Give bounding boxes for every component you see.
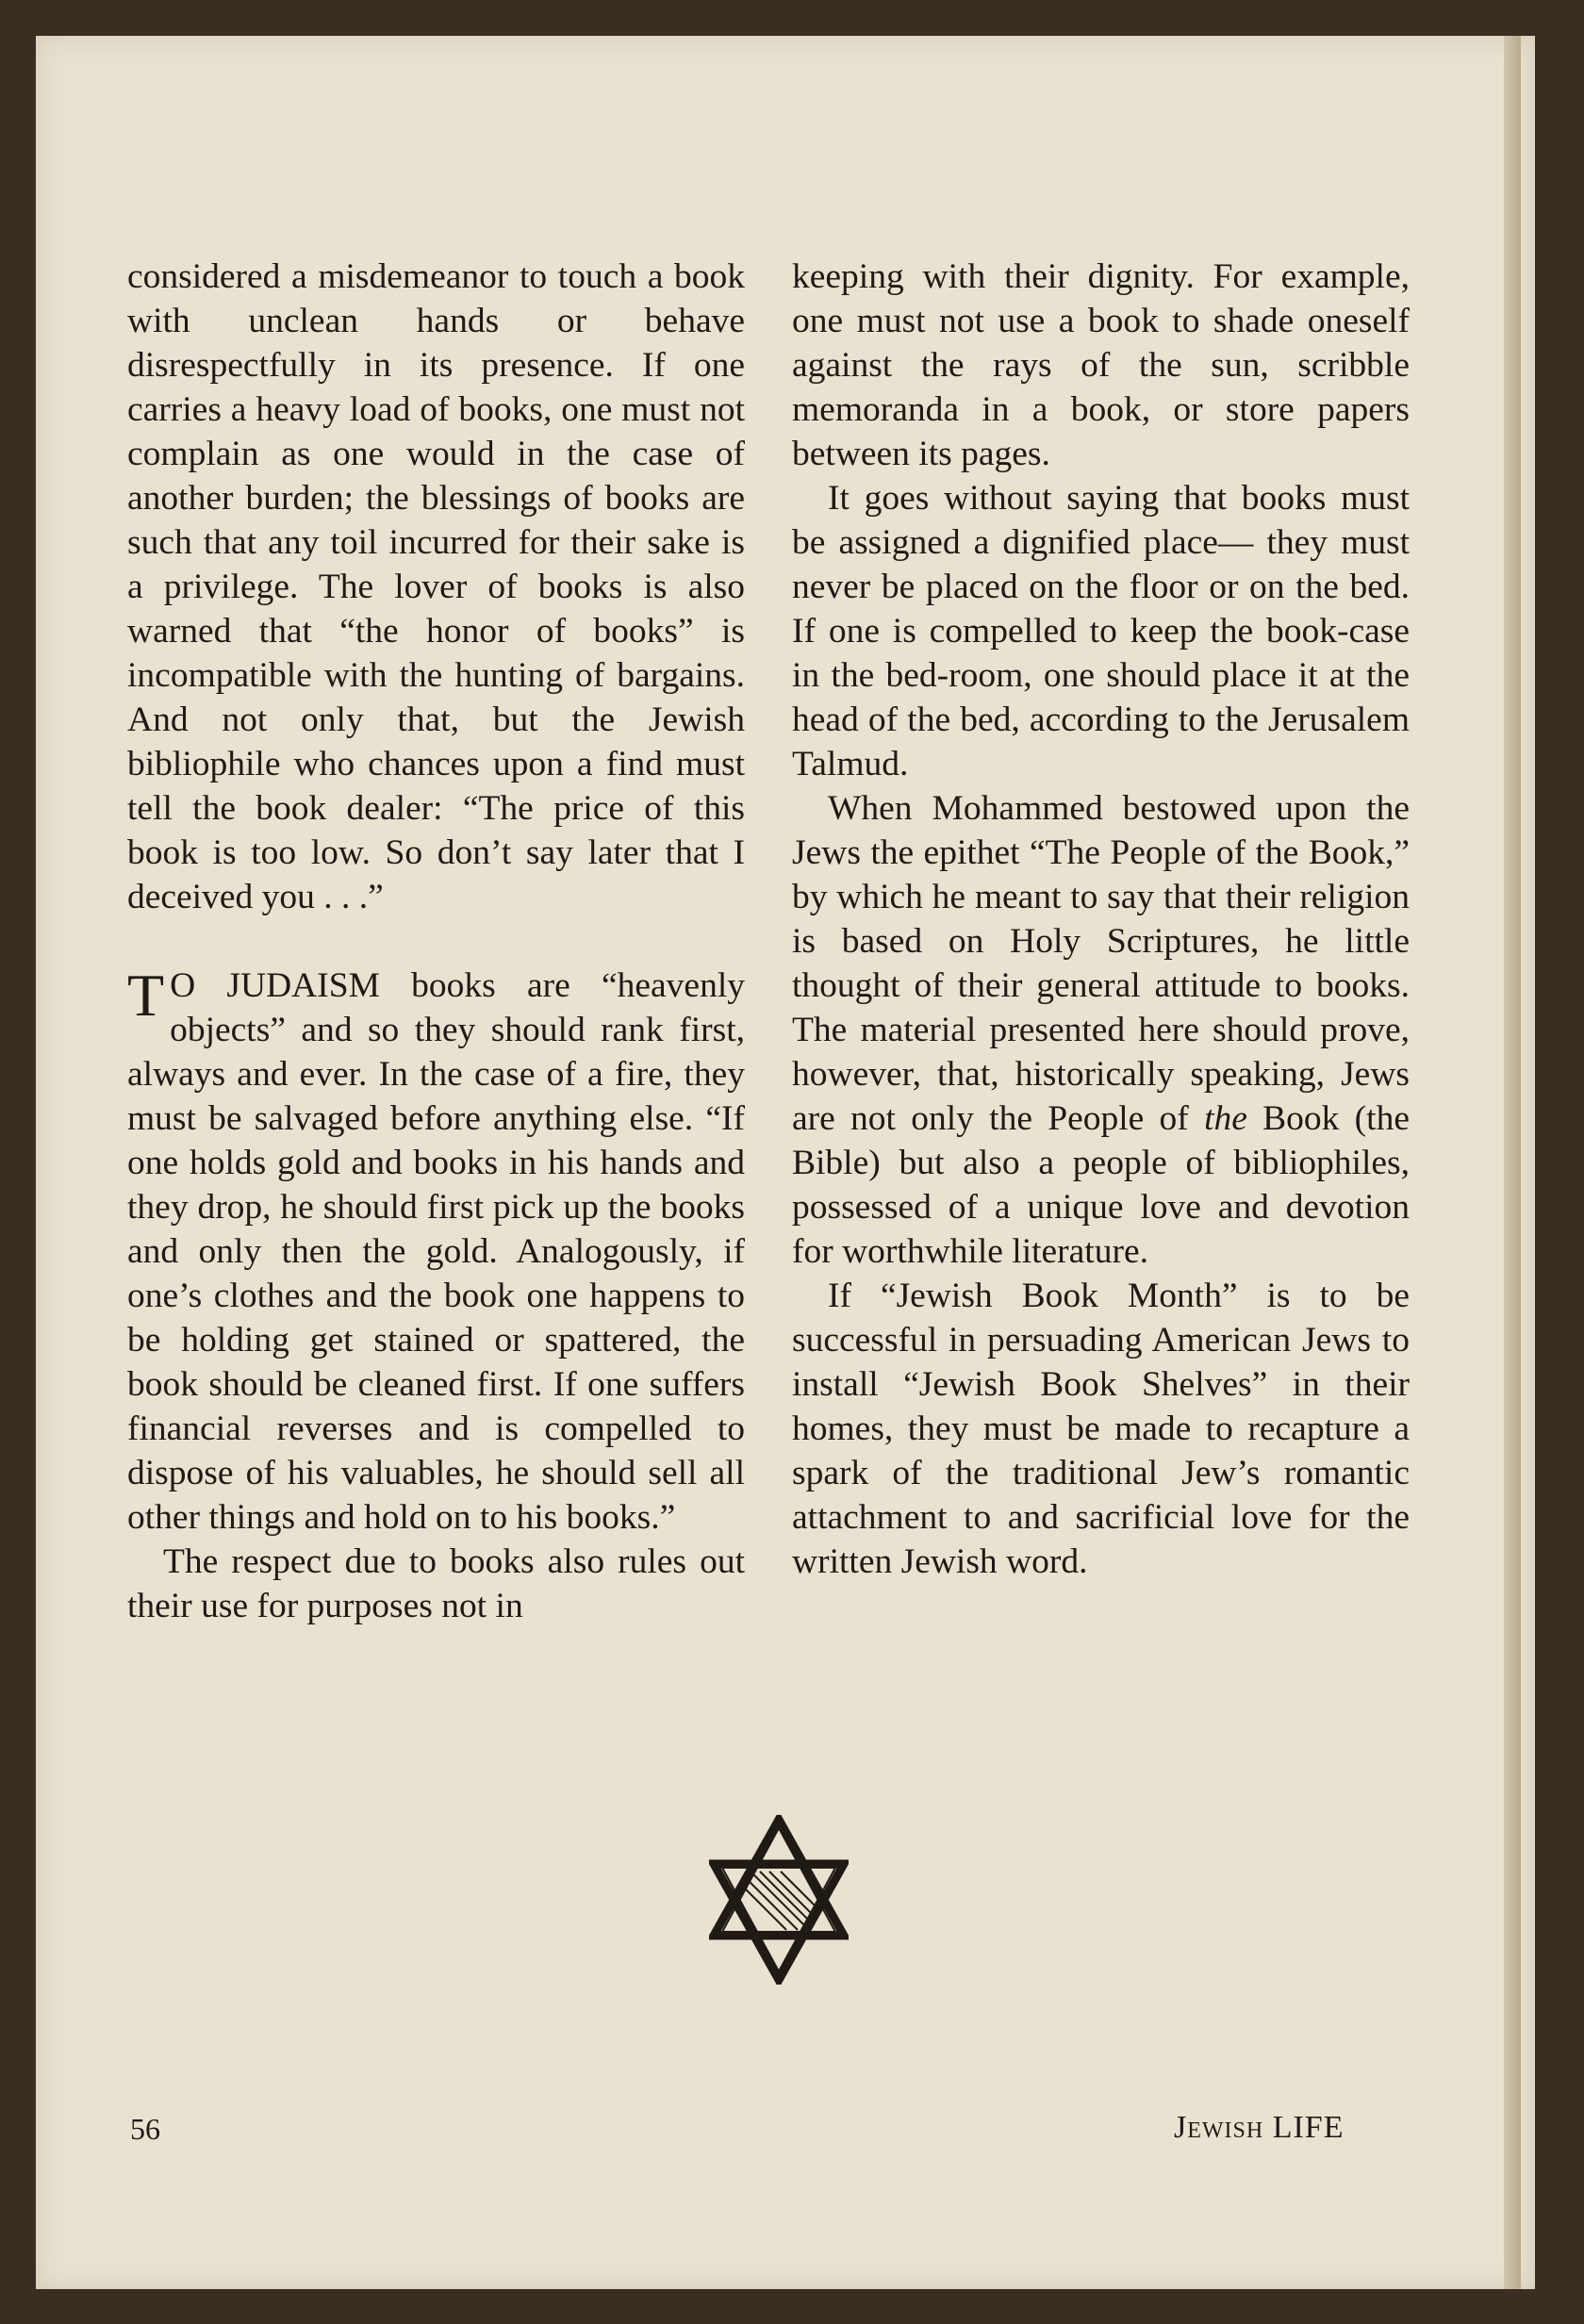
right-paragraph-1: keeping with their dignity. For example, one must not use a book to shade oneself against the rays of the sun, scribble memoranda in a book, or store papers between its pages. [792,257,1410,473]
drop-cap: T [127,962,165,1029]
magazine-title [1174,2110,1345,2146]
page-edge [1504,36,1521,2289]
left-paragraph-1: considered a misdemeanor to touch a book with unclean hands or behave disrespectfully in its presence. If one carries a heavy load of books, one must not complain as one would in the case of another burden; the blessings of books are such that any toil incurred for their sake is a privilege. The lover of books is also warned that “the honor of books” is incompatible with the hunting of bargains. And not only that, but the Jewish bibliophile who chances upon a find must tell the book dealer: “The price of this book is too low. So don’t say later that I deceived you . . .” [127,257,745,916]
italic-the: the [1204,1099,1247,1138]
right-paragraph-2: It goes without saying that books must be assigned a dignified place— they must never be placed on the floor or on the bed. If one is compelled to keep the book-case in the bed-room, one should place it at the head of the bed, according to the Jerusalem Talmud. [792,479,1410,783]
right-paragraph-3-a: When Mohammed bestowed upon the Jews the epithet “The People of the Book,” by which he meant to say that their religion is based on Holy Scriptures, he little thought of their general attitude to books. The material presented here should prove, however, that, historically speaking, Jews are not only the People of [792,789,1410,1138]
magazine-title-word2: LIFE [1272,2110,1345,2145]
left-paragraph-2-text: books are “heavenly objects” and so they should rank first, always and ever. In the case of a fire, they must be salvaged before anything else. “If one holds gold and books in his hands and they drop, he should first pick up the books and only then the gold. Analogously, if one’s clothes and the book one happens to be holding get stained or spattered, the book should be cleaned first. If one suffers financial reverses and is compelled to dispose of his valuables, he should sell all other things and hold on to his books.” [127,966,745,1537]
page-number: 56 [130,2112,160,2146]
right-column [792,255,1410,1584]
magazine-title-word1: Jewish [1174,2110,1264,2145]
star-of-david-icon [709,1815,849,1985]
lead-words: O JUDAISM [170,966,380,1005]
left-paragraph-3: The respect due to books also rules out their use for purposes not in [127,1542,745,1625]
right-paragraph-4: If “Jewish Book Month” is to be successful in persuading American Jews to install “Jewish Book Shelves” in their homes, they must be made to recapture a spark of the traditional Jew’s romantic attachment to and sacrificial love for the written Jewish word. [792,1277,1410,1581]
left-paragraph-2 [127,964,745,1540]
left-column [127,255,745,1628]
right-paragraph-3-b: Book (the Bible) but also a people of bibliophiles, possessed of a unique love and devotion for worthwhile literature. [792,1099,1410,1271]
right-paragraph-3 [792,786,1410,1274]
